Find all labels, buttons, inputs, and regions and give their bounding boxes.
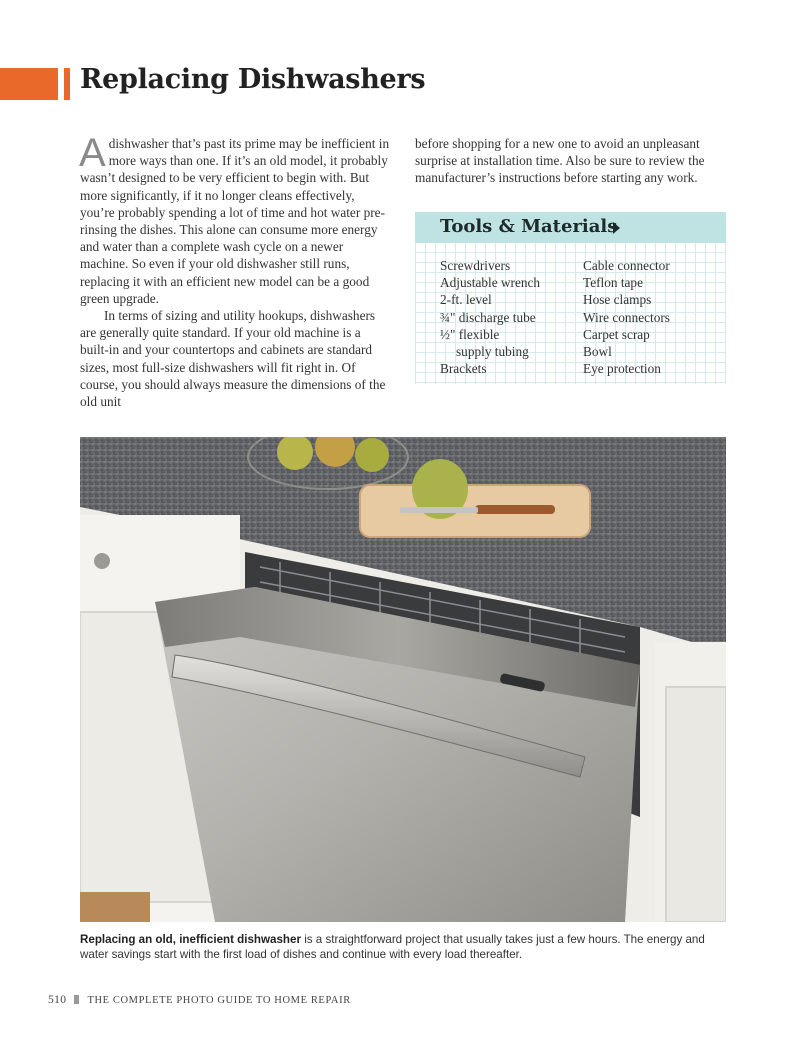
page-number: 510 bbox=[48, 994, 67, 1006]
photo-caption bbox=[80, 933, 726, 962]
cabinet-knob bbox=[94, 553, 110, 569]
tool-item: Eye protection bbox=[583, 361, 661, 377]
tool-item: ¾" discharge tube bbox=[440, 309, 536, 325]
tool-item: Hose clamps bbox=[583, 292, 652, 308]
caption-text: is a straightforward project that usually takes just a few hours. The energy and water savings start with the first load of dishes and continue with every load thereafter. bbox=[80, 933, 705, 961]
title-accent-stripe bbox=[64, 68, 70, 100]
caption-bold: Replacing an old, inefficient dishwasher bbox=[80, 933, 301, 946]
body-column-left bbox=[79, 131, 391, 410]
tools-list-right bbox=[583, 257, 670, 377]
tool-item: Bowl bbox=[583, 344, 612, 360]
book-title: THE COMPLETE PHOTO GUIDE TO HOME REPAIR bbox=[87, 995, 351, 1006]
drop-cap: A bbox=[79, 131, 106, 175]
body-paragraph-2-continued: before shopping for a new one to avoid an unpleasant surprise at installation time. Also be sure to review the manufacturer’s instructions before starting any work. bbox=[415, 136, 705, 186]
tools-list-left bbox=[440, 257, 540, 377]
tool-item: Screwdrivers bbox=[440, 258, 511, 273]
tool-item: ½" flexible bbox=[440, 326, 500, 342]
tool-item: Teflon tape bbox=[583, 275, 643, 291]
body-paragraph-1 bbox=[79, 131, 391, 307]
dishwasher-photo bbox=[80, 437, 726, 922]
tool-item: Brackets bbox=[440, 361, 487, 377]
tools-header bbox=[415, 212, 726, 243]
knife bbox=[475, 505, 555, 514]
tool-item: Cable connector bbox=[583, 258, 670, 273]
page-footer bbox=[48, 994, 351, 1006]
tool-item: Adjustable wrench bbox=[440, 275, 541, 291]
tools-materials-box bbox=[415, 212, 726, 384]
tools-title: Tools & Materials bbox=[440, 216, 618, 237]
tool-item: supply tubing bbox=[456, 344, 529, 360]
footer-separator bbox=[74, 995, 79, 1004]
triangle-arrow-icon bbox=[613, 222, 620, 234]
body-paragraph-1-text: dishwasher that’s past its prime may be inefficient in more ways than one. If it’s an old model, it probably wasn’t designed to be very efficient to begin with. But more significantly, if it no longer cleans effectively, you’re probably spending a lot of time and hot water pre-rinsing the dishes. This alone can consume more energy and water than a complete wash cycle on a newer machine. So even if your old dishwasher still runs, replacing it with an efficient new model can be a good green upgrade. bbox=[80, 136, 390, 306]
tool-item: Wire connectors bbox=[583, 309, 670, 325]
tool-item: Carpet scrap bbox=[583, 326, 650, 342]
title-accent-bar bbox=[0, 68, 58, 100]
body-column-right bbox=[415, 135, 715, 187]
tool-item: 2-ft. level bbox=[440, 292, 492, 308]
body-paragraph-2: In terms of sizing and utility hookups, dishwashers are generally quite standard. If your old machine is a built-in and your countertops and cabinets are standard sizes, most full-size dishwashers will fit right in. Of course, you should always measure the dimensions of the old unit bbox=[80, 308, 386, 410]
wood-floor bbox=[80, 892, 150, 922]
page-title: Replacing Dishwashers bbox=[80, 64, 426, 95]
